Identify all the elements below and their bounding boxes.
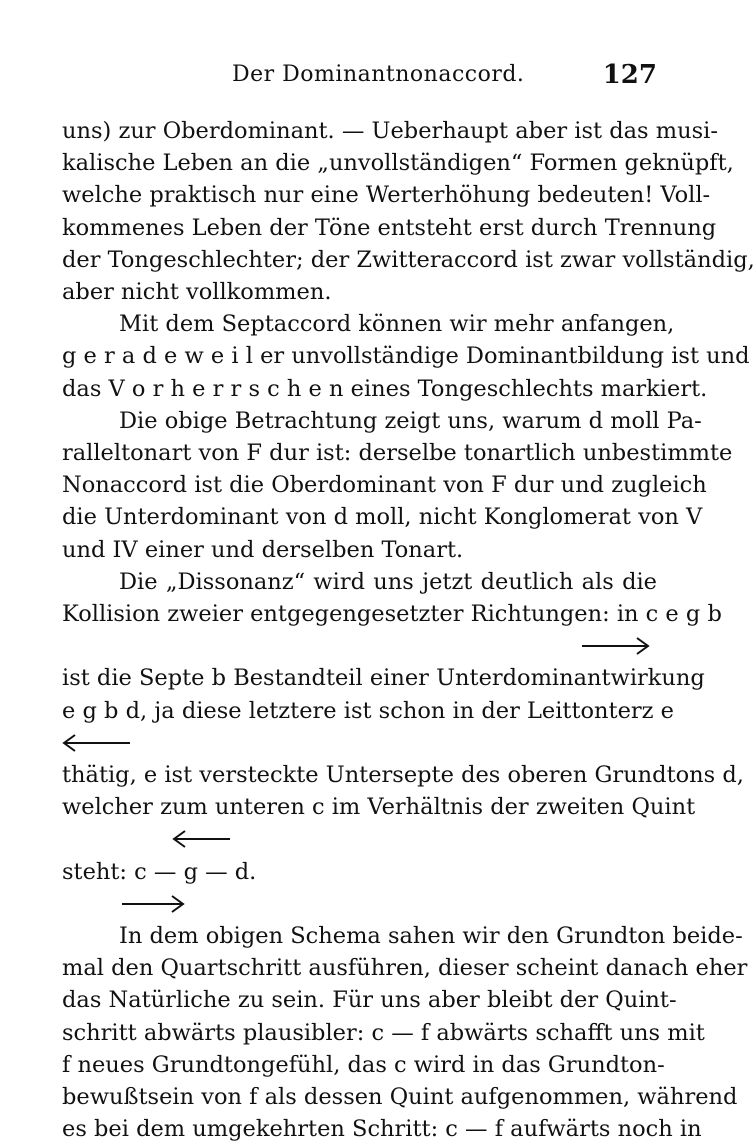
- text-line: ralleltonart von F dur ist: derselbe tonartlich unbestimmte: [62, 440, 733, 467]
- text-line: Nonaccord ist die Oberdominant von F dur und zugleich: [62, 472, 707, 499]
- text-line: In dem obigen Schema sahen wir den Grundton beide-: [119, 923, 743, 950]
- text-line: es bei dem umgekehrten Schritt: c — f aufwärts noch in: [62, 1116, 702, 1143]
- text-line: Mit dem Septaccord können wir mehr anfangen,: [119, 311, 675, 338]
- text-line: f neues Grundtongefühl, das c wird in das Grundton-: [62, 1051, 665, 1078]
- arrow-row: [62, 888, 657, 920]
- text-line: schritt abwärts plausibler: c — f abwärts schafft uns mit: [62, 1019, 705, 1046]
- text-line: kommenes Leben der Töne entsteht erst durch Trennung: [62, 214, 717, 241]
- text-line: Die obige Betrachtung zeigt uns, warum d moll Pa-: [119, 407, 702, 434]
- text-line: der Tongeschlechter; der Zwitteraccord ist zwar vollständig,: [62, 246, 755, 273]
- text-line: das V o r h e r r s c h e n eines Tongeschlechts markiert.: [62, 375, 708, 402]
- text-line: e g b d, ja diese letztere ist schon in der Leittonterz e: [62, 697, 674, 724]
- running-title: Der Dominantnonaccord.: [232, 62, 525, 87]
- text-line: Die „Dissonanz“ wird uns jetzt deutlich als die: [119, 568, 657, 595]
- arrow-row: [62, 727, 657, 759]
- right-arrow-icon: [62, 630, 657, 662]
- text-line: welcher zum unteren c im Verhältnis der zweiten Quint: [62, 794, 696, 821]
- text-line: uns) zur Oberdominant. — Ueberhaupt aber ist das musi-: [62, 118, 718, 144]
- text-line: bewußtsein von f als dessen Quint aufgenommen, während: [62, 1084, 738, 1111]
- body-text: [62, 115, 755, 1145]
- text-line: die Unterdominant von d moll, nicht Konglomerat von V: [62, 504, 703, 531]
- arrow-row: [62, 823, 657, 855]
- text-line: mal den Quartschritt ausführen, dieser scheint danach eher: [62, 955, 748, 982]
- text-line: aber nicht vollkommen.: [62, 279, 332, 306]
- running-header: [62, 60, 657, 94]
- text-line: ist die Septe b Bestandteil einer Unterdominantwirkung: [62, 665, 705, 692]
- text-line: steht: c — g — d.: [62, 858, 257, 885]
- text-line: Kollision zweier entgegengesetzter Richtungen: in c e g b: [62, 601, 722, 628]
- left-arrow-icon: [62, 727, 657, 759]
- text-line: und IV einer und derselben Tonart.: [62, 536, 464, 563]
- text-line: das Natürliche zu sein. Für uns aber bleibt der Quint-: [62, 987, 677, 1014]
- left-arrow-icon: [62, 823, 657, 855]
- text-line: kalische Leben an die „unvollständigen“ Formen geknüpft,: [62, 150, 734, 177]
- text-line: welche praktisch nur eine Werterhöhung bedeuten! Voll-: [62, 182, 711, 209]
- text-line: g e r a d e w e i l er unvollständige Dominantbildung ist und: [62, 343, 750, 370]
- arrow-row: [62, 630, 657, 662]
- text-line: thätig, e ist versteckte Untersepte des oberen Grundtons d,: [62, 762, 744, 789]
- right-arrow-icon: [62, 888, 657, 920]
- page-number: 127: [602, 60, 657, 90]
